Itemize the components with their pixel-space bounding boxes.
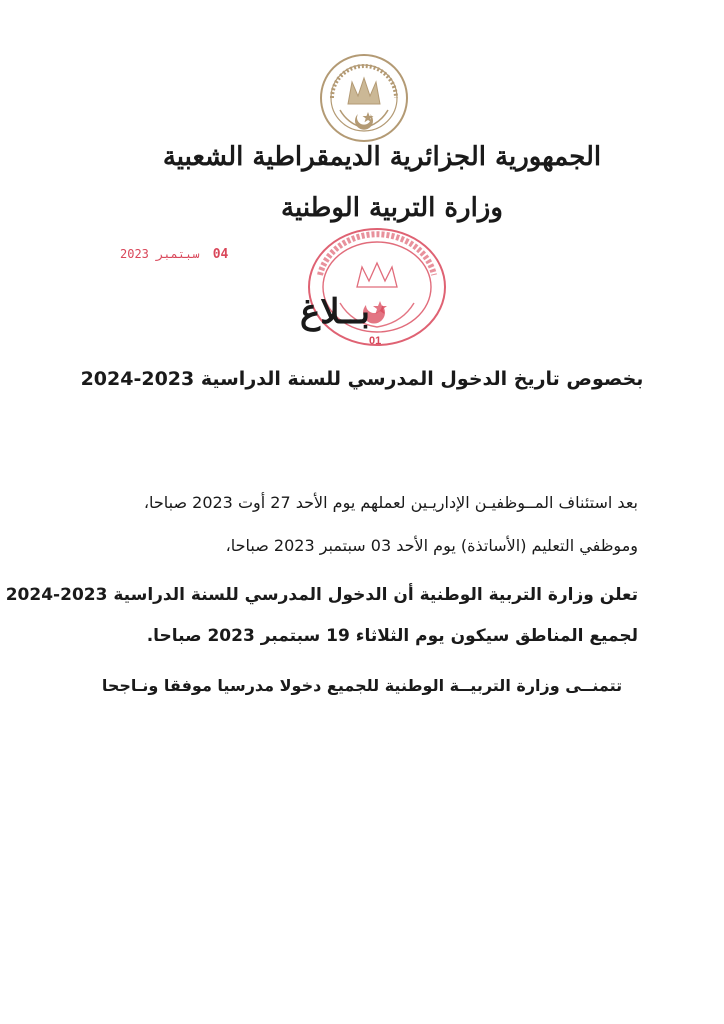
body-line-3: تعلن وزارة التربية الوطنية أن الدخول المدرسي للسنة الدراسية 2023-2024 [5,585,638,605]
document-title: بــلاغ [300,292,370,332]
body-line-1: بعد استئناف المــوظفيـن الإداريـين لعملهم يوم الأحد 27 أوت 2023 صباحا، [143,493,638,512]
seal-number: 01 [369,335,382,347]
date-month: سبتمبر [156,247,200,261]
ministry-name: وزارة التربية الوطنية [281,193,503,223]
body-line-4: لجميع المناطق سيكون يوم الثلاثاء 19 سبتمبر 2023 صباحا. [146,626,638,646]
republic-name: الجمهورية الجزائرية الديمقراطية الشعبية [162,142,602,172]
state-emblem-icon [318,52,410,144]
date-year: 2023 [120,247,149,261]
date-stamp [120,247,228,262]
document-subject: بخصوص تاريخ الدخول المدرسي للسنة الدراسية 2023-2024 [80,368,644,390]
closing-statement: تتمنــى وزارة التربيــة الوطنية للجميع دخولا مدرسيا موفقا ونـاجحا [101,676,623,695]
date-day: 04 [212,247,229,262]
body-line-2: وموظفي التعليم (الأساتذة) يوم الأحد 03 سبتمبر 2023 صباحا، [225,536,638,555]
